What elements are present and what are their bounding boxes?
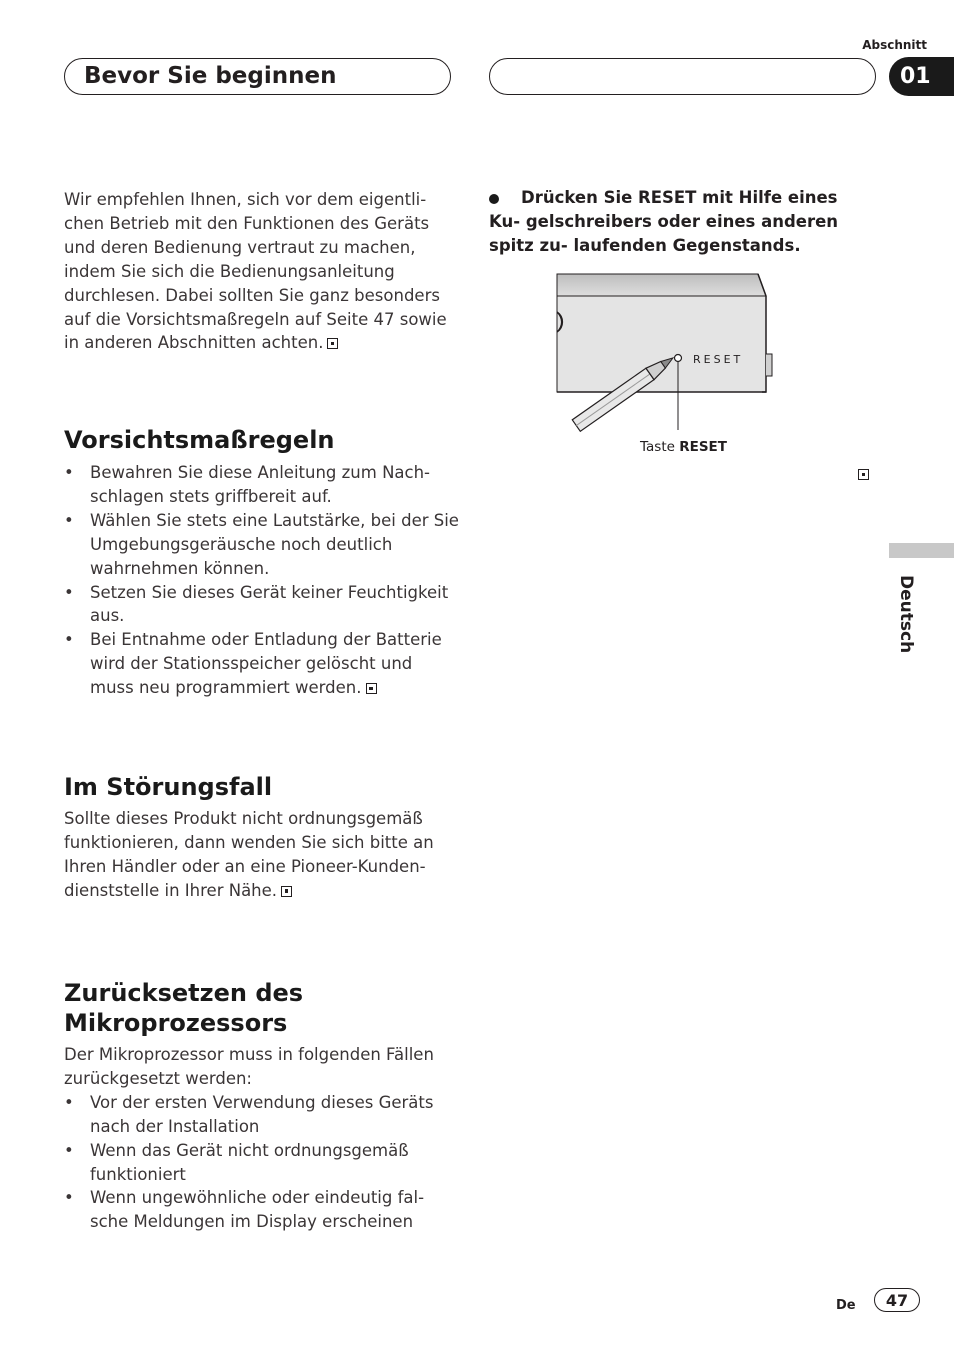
- reset-button-illustration: [550, 268, 780, 438]
- trouble-text: Sollte dieses Produkt nicht ordnungsgemäß funktionieren, dann wenden Sie sich bitte an Ihren Händler oder an eine Pioneer-Kunden- dienststelle in Ihrer Nähe.: [64, 809, 434, 900]
- language-tab: [896, 575, 926, 675]
- bullet-dot-icon: [489, 194, 499, 204]
- section-label: Abschnitt: [862, 38, 927, 52]
- list-item: • Bei Entnahme oder Entladung der Batterie wird der Stationsspeicher gelöscht und muss neu programmiert werden.: [64, 628, 459, 700]
- list-item: • Wählen Sie stets eine Lautstärke, bei der Sie Umgebungsgeräusche noch deutlich wahrnehmen können.: [64, 509, 459, 581]
- list-item: • Vor der ersten Verwendung dieses Geräts nach der Installation: [64, 1091, 459, 1139]
- reset-text: Der Mikroprozessor muss in folgenden Fällen zurückgesetzt werden:: [64, 1045, 434, 1088]
- language-label: Deutsch: [896, 575, 916, 654]
- reset-section: [64, 978, 459, 1234]
- language-tab-bar: [889, 543, 954, 558]
- intro-text: Wir empfehlen Ihnen, sich vor dem eigentli- chen Betrieb mit den Funktionen des Geräts und deren Bedienung vertraut zu machen, indem Sie sich die Bedienungsanleitung durchlesen. Dabei sollten Sie ganz besonders auf die Vorsichtsmaßregeln auf Seite 47 sowie in anderen Abschnitten achten.: [64, 190, 447, 353]
- instruction-text: Drücken Sie RESET mit Hilfe eines Ku- gelschreibers oder eines anderen spitz zu- laufenden Gegenstands.: [489, 188, 839, 255]
- end-mark-icon: [281, 886, 292, 897]
- precautions-list: [64, 461, 459, 700]
- end-mark-icon: [327, 338, 338, 349]
- precautions-heading: Vorsichtsmaßregeln: [64, 426, 335, 454]
- page-number: 47: [874, 1288, 920, 1312]
- instruction-block: [489, 186, 874, 258]
- list-item: • Bewahren Sie diese Anleitung zum Nach- schlagen stets griffbereit auf.: [64, 461, 459, 509]
- end-mark-icon: [366, 683, 377, 694]
- section-number-tab: 01: [889, 57, 954, 96]
- figure-caption: Taste RESET: [640, 439, 727, 455]
- reset-heading-line1: Zurücksetzen des: [64, 979, 304, 1007]
- device-reset-label: RESET: [693, 353, 744, 366]
- reset-heading-line2: Mikroprozessors: [64, 1009, 288, 1037]
- list-item: • Setzen Sie dieses Gerät keiner Feuchtigkeit aus.: [64, 581, 459, 629]
- footer-language-code: De: [836, 1298, 856, 1313]
- precautions-section: [64, 425, 459, 700]
- trouble-heading: Im Störungsfall: [64, 773, 273, 801]
- intro-block: [64, 188, 459, 355]
- list-item: • Wenn das Gerät nicht ordnungsgemäß funktioniert: [64, 1139, 459, 1187]
- end-mark-icon: [858, 469, 869, 480]
- page-title: Bevor Sie beginnen: [84, 63, 337, 89]
- list-item: • Wenn ungewöhnliche oder eindeutig fal- sche Meldungen im Display erscheinen: [64, 1186, 459, 1234]
- trouble-section: [64, 772, 459, 903]
- header-empty-frame: [489, 58, 876, 95]
- reset-list: [64, 1091, 459, 1234]
